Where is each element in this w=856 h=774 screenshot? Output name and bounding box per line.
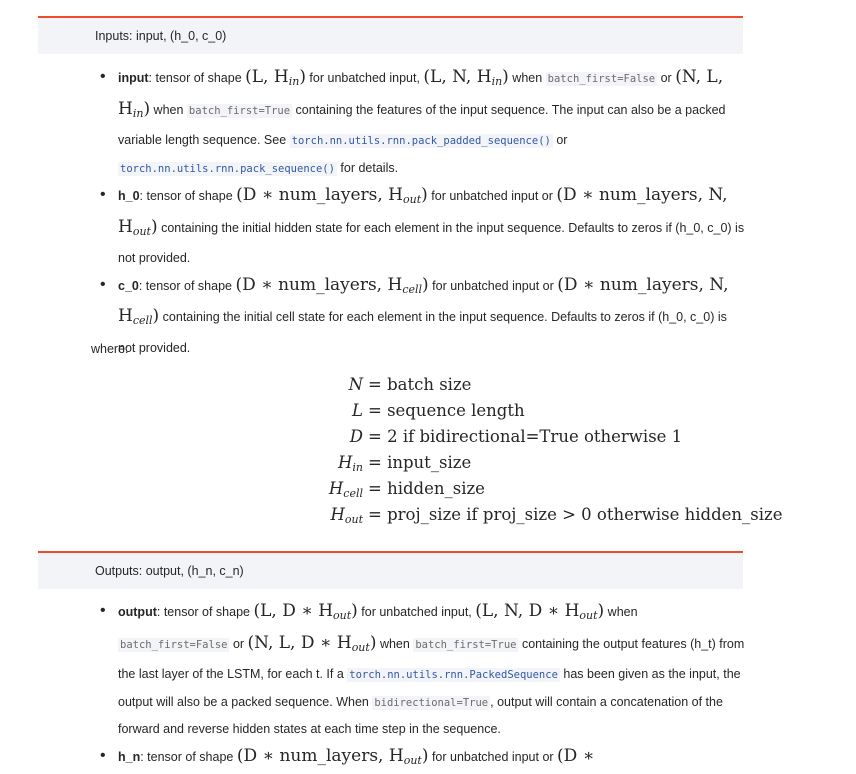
param-name: output — [118, 605, 157, 619]
text: containing the features of the input sequence. The input can also be a packed variable length sequence. See — [118, 103, 726, 148]
equation-row: N = batch size — [150, 375, 750, 401]
math: (D ∗ num_layers, $H_{cell}$) — [235, 275, 428, 295]
inputs-header-text: Inputs: input, (h_0, c_0) — [95, 29, 226, 43]
text: or — [229, 637, 247, 651]
inline-code: batch_first=False — [546, 72, 657, 86]
math: (D ∗ num_layers, $H_{out}$) — [236, 185, 428, 205]
text: has been given as the input, the output will also be a packed sequence. When — [118, 667, 741, 709]
param-h0 — [100, 182, 745, 272]
inputs-param-list — [100, 64, 745, 361]
text: when — [509, 71, 546, 85]
text: for unbatched input, — [306, 71, 423, 85]
equation-row: $H_{cell}$ = hidden_size — [150, 479, 750, 505]
math: (D ∗ num_layers, N, $H_{cell}$) — [118, 275, 728, 327]
inline-code: batch_first=True — [413, 638, 518, 652]
param-input — [100, 64, 745, 182]
equation-row: $H_{out}$ = proj_size if proj_size > 0 otherwise hidden_size — [150, 505, 750, 531]
math: (L, N, D ∗ $H_{out}$) — [475, 601, 604, 621]
pack-sequence-link[interactable]: torch.nn.utils.rnn.pack_sequence() — [118, 162, 337, 176]
packed-sequence-link[interactable]: torch.nn.utils.rnn.PackedSequence — [347, 668, 560, 682]
math: (D ∗ num_layers, $H_{out}$) — [237, 746, 429, 766]
text: : tensor of shape — [139, 279, 236, 293]
text: , output will contain a concatenation of the forward and reverse hidden states at each time step in the sequence. — [118, 695, 723, 737]
equation-row: D = 2 if bidirectional=True otherwise 1 — [150, 427, 750, 453]
math: (D ∗ num_layers, N, $H_{out}$) — [118, 185, 728, 237]
text: : tensor of shape — [149, 71, 246, 85]
param-output — [100, 598, 745, 743]
outputs-header-text: Outputs: output, (h_n, c_n) — [95, 564, 244, 578]
where-label: where: — [91, 342, 129, 356]
inline-code: batch_first=False — [118, 638, 229, 652]
text: : tensor of shape — [140, 750, 237, 764]
param-hn — [100, 743, 745, 774]
inline-code: batch_first=True — [187, 104, 292, 118]
text: or — [553, 133, 568, 147]
math: (N, L, D ∗ $H_{out}$) — [248, 633, 377, 653]
text: containing the initial hidden state for each element in the input sequence. Defaults to zeros if (h_0, c_0) is not provided. — [118, 221, 744, 266]
text: for unbatched input or — [429, 279, 558, 293]
pack-padded-sequence-link[interactable]: torch.nn.utils.rnn.pack_padded_sequence() — [290, 134, 553, 148]
text: : tensor of shape — [157, 605, 254, 619]
math: (L, $H_{in}$) — [245, 67, 306, 87]
equation-row: $H_{in}$ = input_size — [150, 453, 750, 479]
param-name: input — [118, 71, 149, 85]
inputs-section-header — [38, 16, 743, 54]
param-c0 — [100, 272, 745, 362]
text: for details. — [337, 161, 398, 175]
param-name: h_0 — [118, 189, 140, 203]
text: when — [376, 637, 413, 651]
text: or — [657, 71, 675, 85]
math: (L, N, $H_{in}$) — [423, 67, 508, 87]
text: for unbatched input, — [358, 605, 475, 619]
outputs-param-list — [100, 598, 745, 774]
text: for unbatched input or — [428, 189, 557, 203]
math: (N, L, $H_{in}$) — [118, 67, 723, 119]
text: when — [150, 103, 187, 117]
text: when — [604, 605, 637, 619]
text: containing the initial cell state for each element in the input sequence. Defaults to zeros if (h_0, c_0) is not provided. — [118, 310, 727, 355]
text: for unbatched input or — [428, 750, 557, 764]
text: containing the output features (h_t) from the last layer of the LSTM, for each t. If a — [118, 637, 744, 682]
param-name: h_n — [118, 750, 140, 764]
equation-row: L = sequence length — [150, 401, 750, 427]
math: (D ∗ — [557, 746, 594, 766]
param-name: c_0 — [118, 279, 139, 293]
math: (L, D ∗ $H_{out}$) — [253, 601, 357, 621]
text: : tensor of shape — [140, 189, 237, 203]
outputs-section-header — [38, 551, 743, 589]
inline-code: bidirectional=True — [372, 696, 490, 710]
